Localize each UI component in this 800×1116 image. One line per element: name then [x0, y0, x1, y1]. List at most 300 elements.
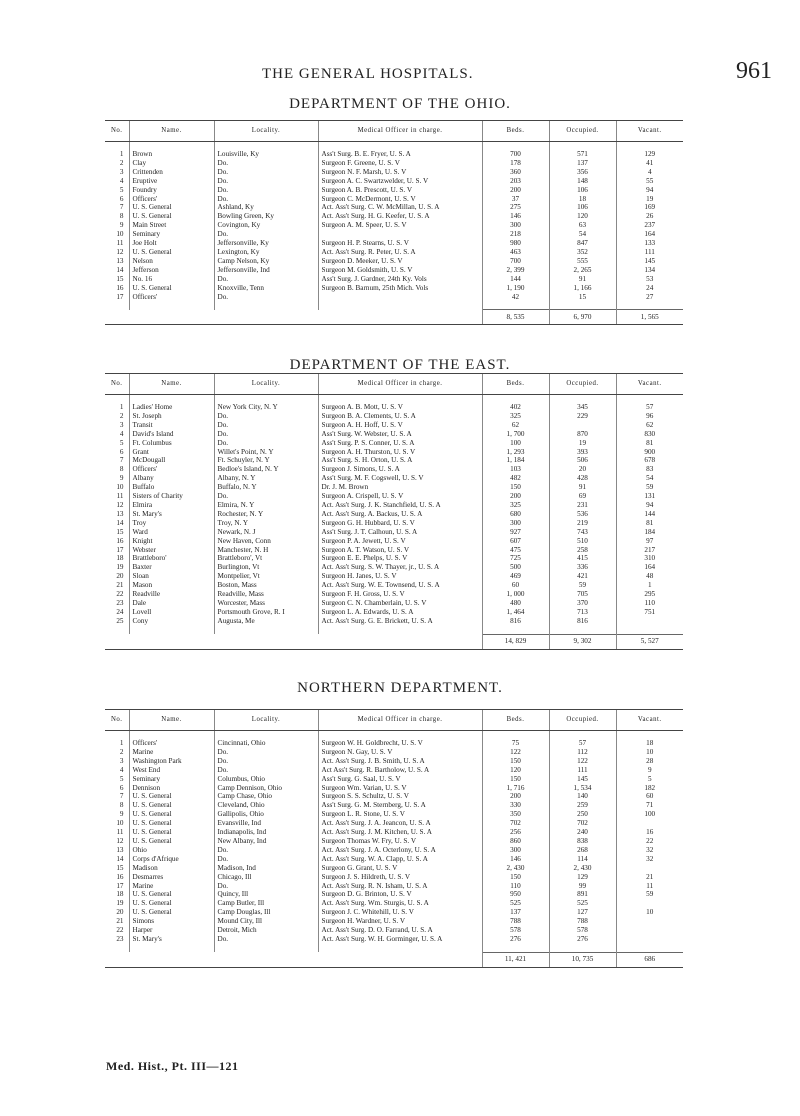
medical-officer-cell: Surgeon G. Grant, U. S. V: [318, 864, 482, 873]
medical-officer-cell: Surgeon A. C. Swartzwelder, U. S. V: [318, 177, 482, 186]
vacant-cell: 131: [616, 492, 683, 501]
table-row: [105, 230, 683, 239]
row-number-cell: 13: [116, 845, 124, 854]
hospital-name-cell: Grant: [129, 448, 214, 457]
medical-officer-cell: Surgeon N. F. Marsh, U. S. V: [318, 168, 482, 177]
hospital-name-cell: Readville: [129, 590, 214, 599]
hospital-name-cell: Officers': [129, 465, 214, 474]
locality-cell: Do.: [214, 159, 318, 168]
occupied-cell: 578: [549, 926, 616, 935]
running-title: THE GENERAL HOSPITALS.: [262, 66, 474, 82]
medical-officer-cell: Surgeon N. Gay, U. S. V: [318, 748, 482, 757]
medical-officer-cell: Act. Ass't Surg. D. O. Farrand, U. S. A: [318, 926, 482, 935]
beds-cell: 402: [482, 403, 549, 412]
occupied-cell: 137: [549, 159, 616, 168]
table-row: [105, 293, 683, 302]
hospital-name-cell: Transit: [129, 421, 214, 430]
occupied-cell: 891: [549, 890, 616, 899]
column-header-no: No.: [105, 121, 129, 142]
beds-cell: 300: [482, 846, 549, 855]
table-row: [105, 775, 683, 784]
locality-cell: Do.: [214, 855, 318, 864]
vacant-cell: 217: [616, 546, 683, 555]
table-row: [105, 195, 683, 204]
table-row: [105, 403, 683, 412]
hospital-name-cell: Cony: [129, 617, 214, 626]
medical-officer-cell: Surgeon F. H. Gross, U. S. V: [318, 590, 482, 599]
table-row: [105, 421, 683, 430]
beds-cell: 137: [482, 908, 549, 917]
table-row: [105, 846, 683, 855]
medical-officer-cell: Surgeon A. B. Mott, U. S. V: [318, 403, 482, 412]
total-vacant: 1, 565: [616, 310, 683, 325]
row-number-cell: 22: [116, 926, 124, 935]
medical-officer-cell: Surgeon H. Janes, U. S. V: [318, 572, 482, 581]
occupied-cell: 428: [549, 474, 616, 483]
beds-cell: 1, 464: [482, 608, 549, 617]
hospital-name-cell: Sisters of Charity: [129, 492, 214, 501]
hospital-name-cell: Washington Park: [129, 757, 214, 766]
beds-cell: 360: [482, 168, 549, 177]
vacant-cell: [616, 819, 683, 828]
row-number-cell: 2: [119, 747, 124, 756]
hospital-name-cell: Marine: [129, 748, 214, 757]
beds-cell: 607: [482, 537, 549, 546]
table-row: [105, 890, 683, 899]
medical-officer-cell: [318, 293, 482, 302]
table-row: [105, 465, 683, 474]
beds-cell: 2, 399: [482, 266, 549, 275]
vacant-cell: 32: [616, 846, 683, 855]
beds-cell: 325: [482, 412, 549, 421]
totals-row: [105, 310, 683, 325]
hospital-name-cell: Brown: [129, 150, 214, 159]
column-header-vacant: Vacant.: [616, 121, 683, 142]
column-header-occupied: Occupied.: [549, 374, 616, 395]
beds-cell: 480: [482, 599, 549, 608]
medical-officer-cell: Ass't Surg. J. Gardner, 24th Ky. Vols: [318, 275, 482, 284]
beds-cell: 200: [482, 492, 549, 501]
beds-cell: 103: [482, 465, 549, 474]
hospital-name-cell: U. S. General: [129, 212, 214, 221]
medical-officer-cell: Surgeon S. S. Schultz, U. S. V: [318, 792, 482, 801]
header-row: [105, 121, 683, 142]
beds-cell: 200: [482, 186, 549, 195]
medical-officer-cell: Surgeon J. S. Hildreth, U. S. V: [318, 873, 482, 882]
locality-cell: Do.: [214, 430, 318, 439]
table-row: [105, 828, 683, 837]
locality-cell: Augusta, Me: [214, 617, 318, 626]
medical-officer-cell: Ass't Surg. J. T. Calhoun, U. S. A: [318, 528, 482, 537]
locality-cell: Gallipolis, Ohio: [214, 810, 318, 819]
column-header-officer: Medical Officer in charge.: [318, 121, 482, 142]
hospital-name-cell: Jefferson: [129, 266, 214, 275]
beds-cell: 150: [482, 757, 549, 766]
vacant-cell: 237: [616, 221, 683, 230]
hospital-name-cell: U. S. General: [129, 819, 214, 828]
occupied-cell: 258: [549, 546, 616, 555]
occupied-cell: 54: [549, 230, 616, 239]
table-row: [105, 186, 683, 195]
medical-officer-cell: Surgeon G. H. Hubbard, U. S. V: [318, 519, 482, 528]
beds-cell: 927: [482, 528, 549, 537]
hospital-name-cell: Nelson: [129, 257, 214, 266]
column-header-beds: Beds.: [482, 121, 549, 142]
locality-cell: New York City, N. Y: [214, 403, 318, 412]
occupied-cell: 2, 265: [549, 266, 616, 275]
vacant-cell: 60: [616, 792, 683, 801]
locality-cell: Do.: [214, 935, 318, 944]
locality-cell: Bowling Green, Ky: [214, 212, 318, 221]
row-number-cell: 1: [119, 739, 124, 747]
table-row: [105, 510, 683, 519]
header-row: [105, 710, 683, 731]
column-header-occupied: Occupied.: [549, 710, 616, 731]
row-number-cell: 14: [116, 265, 124, 274]
locality-cell: Chicago, Ill: [214, 873, 318, 882]
medical-officer-cell: Act. Ass't Surg. G. E. Brickett, U. S. A: [318, 617, 482, 626]
vacant-cell: [616, 617, 683, 626]
row-number-cell: 10: [116, 819, 124, 828]
beds-cell: 1, 190: [482, 284, 549, 293]
occupied-cell: 122: [549, 757, 616, 766]
beds-cell: 62: [482, 421, 549, 430]
vacant-cell: 110: [616, 599, 683, 608]
beds-cell: 350: [482, 810, 549, 819]
total-beds: 14, 829: [482, 634, 549, 649]
vacant-cell: 129: [616, 150, 683, 159]
hospital-name-cell: Clay: [129, 159, 214, 168]
medical-officer-cell: Surgeon A. Crispell, U. S. V: [318, 492, 482, 501]
beds-cell: 1, 293: [482, 448, 549, 457]
locality-cell: Camp Nelson, Ky: [214, 257, 318, 266]
occupied-cell: 356: [549, 168, 616, 177]
locality-cell: Do.: [214, 492, 318, 501]
medical-officer-cell: Surgeon B. Barnum, 25th Mich. Vols: [318, 284, 482, 293]
hospital-name-cell: Troy: [129, 519, 214, 528]
occupied-cell: 111: [549, 766, 616, 775]
locality-cell: Knoxville, Tenn: [214, 284, 318, 293]
vacant-cell: 94: [616, 501, 683, 510]
medical-officer-cell: Ass't Surg. S. H. Orton, U. S. A: [318, 456, 482, 465]
medical-officer-cell: Surgeon J. C. Whitehill, U. S. V: [318, 908, 482, 917]
occupied-cell: 15: [549, 293, 616, 302]
medical-officer-cell: Act. Ass't Surg. J. A. Octerlony, U. S. A: [318, 846, 482, 855]
beds-cell: 788: [482, 917, 549, 926]
medical-officer-cell: Dr. J. M. Brown: [318, 483, 482, 492]
beds-cell: 276: [482, 935, 549, 944]
row-number-cell: 3: [119, 756, 124, 765]
beds-cell: 2, 430: [482, 864, 549, 873]
vacant-cell: 4: [616, 168, 683, 177]
total-beds: 11, 421: [482, 952, 549, 967]
locality-cell: Do.: [214, 195, 318, 204]
total-occupied: 9, 302: [549, 634, 616, 649]
medical-officer-cell: Surgeon C. McDermont, U. S. V: [318, 195, 482, 204]
locality-cell: Manchester, N. H: [214, 546, 318, 555]
table-row: [105, 221, 683, 230]
occupied-cell: 1, 534: [549, 784, 616, 793]
occupied-cell: 870: [549, 430, 616, 439]
table-row: [105, 590, 683, 599]
medical-officer-cell: Act. Ass't Surg. S. W. Thayer, jr., U. S. A: [318, 563, 482, 572]
locality-cell: Lexington, Ky: [214, 248, 318, 257]
occupied-cell: 1, 166: [549, 284, 616, 293]
table-row: [105, 159, 683, 168]
vacant-cell: 97: [616, 537, 683, 546]
hospital-name-cell: U. S. General: [129, 801, 214, 810]
hospital-name-cell: Officers': [129, 195, 214, 204]
occupied-cell: 510: [549, 537, 616, 546]
row-number-cell: 12: [116, 247, 124, 256]
medical-officer-cell: Surgeon D. Meeker, U. S. V: [318, 257, 482, 266]
occupied-cell: 91: [549, 483, 616, 492]
medical-officer-cell: Act. Ass't Surg. J. K. Stanchfield, U. S. A: [318, 501, 482, 510]
hospital-name-cell: St. Mary's: [129, 510, 214, 519]
hospital-name-cell: David's Island: [129, 430, 214, 439]
occupied-cell: 91: [549, 275, 616, 284]
vacant-cell: 133: [616, 239, 683, 248]
locality-cell: Camp Chase, Ohio: [214, 792, 318, 801]
locality-cell: Do.: [214, 748, 318, 757]
medical-officer-cell: Ass't Surg. G. Saal, U. S. V: [318, 775, 482, 784]
medical-officer-cell: Surgeon C. N. Chamberlain, U. S. V: [318, 599, 482, 608]
row-number-cell: 5: [119, 774, 124, 783]
row-number-cell: 17: [116, 545, 124, 554]
table-row: [105, 248, 683, 257]
column-header-locality: Locality.: [214, 121, 318, 142]
occupied-cell: 2, 430: [549, 864, 616, 873]
locality-cell: Camp Dennison, Ohio: [214, 784, 318, 793]
occupied-cell: 127: [549, 908, 616, 917]
table-row: [105, 908, 683, 917]
locality-cell: Elmira, N. Y: [214, 501, 318, 510]
table-row: [105, 819, 683, 828]
beds-cell: 300: [482, 221, 549, 230]
beds-cell: 144: [482, 275, 549, 284]
totals-row: [105, 952, 683, 967]
medical-officer-cell: Surgeon Wm. Varian, U. S. V: [318, 784, 482, 793]
table-row: [105, 284, 683, 293]
occupied-cell: 145: [549, 775, 616, 784]
locality-cell: Ashland, Ky: [214, 203, 318, 212]
hospital-table-east: [105, 373, 683, 650]
medical-officer-cell: Ass't Surg. G. M. Sternberg, U. S. A: [318, 801, 482, 810]
hospital-name-cell: U. S. General: [129, 810, 214, 819]
table-row: [105, 873, 683, 882]
occupied-cell: 352: [549, 248, 616, 257]
medical-officer-cell: Act Ass't Surg. R. Bartholow, U. S. A: [318, 766, 482, 775]
occupied-cell: 129: [549, 873, 616, 882]
occupied-cell: 393: [549, 448, 616, 457]
occupied-cell: 229: [549, 412, 616, 421]
locality-cell: Columbus, Ohio: [214, 775, 318, 784]
table-row: [105, 882, 683, 891]
row-number-cell: 16: [116, 872, 124, 881]
hospital-name-cell: U. S. General: [129, 203, 214, 212]
vacant-cell: 144: [616, 510, 683, 519]
table-row: [105, 837, 683, 846]
spacer-row: [105, 626, 683, 635]
hospital-name-cell: U. S. General: [129, 284, 214, 293]
beds-cell: 1, 716: [482, 784, 549, 793]
row-number-cell: 12: [116, 500, 124, 509]
vacant-cell: 48: [616, 572, 683, 581]
table-row: [105, 917, 683, 926]
locality-cell: Detroit, Mich: [214, 926, 318, 935]
occupied-cell: 18: [549, 195, 616, 204]
vacant-cell: 81: [616, 439, 683, 448]
medical-officer-cell: Act. Ass't Surg. R. Peter, U. S. A: [318, 248, 482, 257]
table-row: [105, 748, 683, 757]
beds-cell: 475: [482, 546, 549, 555]
table-row: [105, 257, 683, 266]
hospital-name-cell: Crittenden: [129, 168, 214, 177]
occupied-cell: 250: [549, 810, 616, 819]
occupied-cell: 743: [549, 528, 616, 537]
beds-cell: 702: [482, 819, 549, 828]
medical-officer-cell: Surgeon L. R. Stone, U. S. V: [318, 810, 482, 819]
column-header-locality: Locality.: [214, 374, 318, 395]
column-header-beds: Beds.: [482, 710, 549, 731]
occupied-cell: 106: [549, 203, 616, 212]
vacant-cell: 54: [616, 474, 683, 483]
total-vacant: 5, 527: [616, 634, 683, 649]
locality-cell: Mound City, Ill: [214, 917, 318, 926]
vacant-cell: 830: [616, 430, 683, 439]
locality-cell: Do.: [214, 421, 318, 430]
column-header-locality: Locality.: [214, 710, 318, 731]
row-number-cell: 25: [116, 616, 124, 625]
medical-officer-cell: Surgeon H. Wardner, U. S. V: [318, 917, 482, 926]
footer-signature: Med. Hist., Pt. III—121: [106, 1059, 239, 1073]
beds-cell: 1, 700: [482, 430, 549, 439]
totals-row: [105, 634, 683, 649]
medical-officer-cell: Act. Ass't Surg. Wm. Sturgis, U. S. A: [318, 899, 482, 908]
occupied-cell: 702: [549, 819, 616, 828]
medical-officer-cell: Act. Ass't Surg. J. B. Smith, U. S. A: [318, 757, 482, 766]
vacant-cell: 111: [616, 248, 683, 257]
vacant-cell: 184: [616, 528, 683, 537]
beds-cell: 60: [482, 581, 549, 590]
spacer-row: [105, 142, 683, 151]
table-row: [105, 168, 683, 177]
medical-officer-cell: Surgeon A. B. Prescott, U. S. V: [318, 186, 482, 195]
vacant-cell: 22: [616, 837, 683, 846]
locality-cell: Do.: [214, 275, 318, 284]
header-row: [105, 374, 683, 395]
locality-cell: Do.: [214, 230, 318, 239]
table-row: [105, 528, 683, 537]
locality-cell: Evansville, Ind: [214, 819, 318, 828]
table-row: [105, 766, 683, 775]
row-number-cell: 23: [116, 934, 124, 943]
occupied-cell: 140: [549, 792, 616, 801]
vacant-cell: [616, 917, 683, 926]
spacer-row: [105, 301, 683, 310]
vacant-cell: 53: [616, 275, 683, 284]
beds-cell: 218: [482, 230, 549, 239]
row-number-cell: 10: [116, 230, 124, 239]
section-title-east: DEPARTMENT OF THE EAST.: [289, 357, 511, 373]
locality-cell: Burlington, Vt: [214, 563, 318, 572]
row-number-cell: 3: [119, 167, 124, 176]
beds-cell: 469: [482, 572, 549, 581]
locality-cell: Do.: [214, 186, 318, 195]
occupied-cell: 112: [549, 748, 616, 757]
totals-spacer: [105, 634, 482, 649]
occupied-cell: 838: [549, 837, 616, 846]
locality-cell: Ft. Schuyler, N. Y: [214, 456, 318, 465]
beds-cell: 42: [482, 293, 549, 302]
row-number-cell: 9: [119, 474, 124, 483]
occupied-cell: 231: [549, 501, 616, 510]
medical-officer-cell: Ass't Surg. P. S. Conner, U. S. A: [318, 439, 482, 448]
hospital-name-cell: Ward: [129, 528, 214, 537]
medical-officer-cell: Act. Ass't Surg. W. H. Gorminger, U. S. A: [318, 935, 482, 944]
occupied-cell: 525: [549, 899, 616, 908]
hospital-name-cell: Dennison: [129, 784, 214, 793]
medical-officer-cell: Surgeon W. H. Goldbrecht, U. S. V: [318, 739, 482, 748]
total-vacant: 686: [616, 952, 683, 967]
beds-cell: 330: [482, 801, 549, 810]
row-number-cell: 7: [119, 203, 124, 212]
medical-officer-cell: Act. Ass't Surg. W. E. Townsend, U. S. A: [318, 581, 482, 590]
occupied-cell: 63: [549, 221, 616, 230]
vacant-cell: 24: [616, 284, 683, 293]
locality-cell: Indianapolis, Ind: [214, 828, 318, 837]
beds-cell: 860: [482, 837, 549, 846]
locality-cell: Do.: [214, 766, 318, 775]
table-row: [105, 430, 683, 439]
beds-cell: 203: [482, 177, 549, 186]
occupied-cell: 370: [549, 599, 616, 608]
beds-cell: 816: [482, 617, 549, 626]
totals-spacer: [105, 952, 482, 967]
row-number-cell: 17: [116, 881, 124, 890]
beds-cell: 100: [482, 439, 549, 448]
hospital-name-cell: U. S. General: [129, 837, 214, 846]
column-header-officer: Medical Officer in charge.: [318, 374, 482, 395]
spacer-row: [105, 731, 683, 740]
row-number-cell: 24: [116, 607, 124, 616]
hospital-name-cell: U. S. General: [129, 890, 214, 899]
beds-cell: 256: [482, 828, 549, 837]
hospital-name-cell: U. S. General: [129, 248, 214, 257]
locality-cell: Quincy, Ill: [214, 890, 318, 899]
medical-officer-cell: Surgeon M. Goldsmith, U. S. V: [318, 266, 482, 275]
table-row: [105, 757, 683, 766]
medical-officer-cell: Surgeon H. P. Stearns, U. S. V: [318, 239, 482, 248]
row-number-cell: 14: [116, 854, 124, 863]
beds-cell: 120: [482, 766, 549, 775]
locality-cell: Montpelier, Vt: [214, 572, 318, 581]
row-number-cell: 5: [119, 438, 124, 447]
row-number-cell: 15: [116, 863, 124, 872]
hospital-name-cell: Brattleboro': [129, 554, 214, 563]
table-row: [105, 212, 683, 221]
vacant-cell: 27: [616, 293, 683, 302]
hospital-name-cell: Ft. Columbus: [129, 439, 214, 448]
table-row: [105, 572, 683, 581]
occupied-cell: 240: [549, 828, 616, 837]
vacant-cell: 1: [616, 581, 683, 590]
occupied-cell: 219: [549, 519, 616, 528]
beds-cell: 37: [482, 195, 549, 204]
hospital-name-cell: Buffalo: [129, 483, 214, 492]
table-row: [105, 554, 683, 563]
total-occupied: 10, 735: [549, 952, 616, 967]
